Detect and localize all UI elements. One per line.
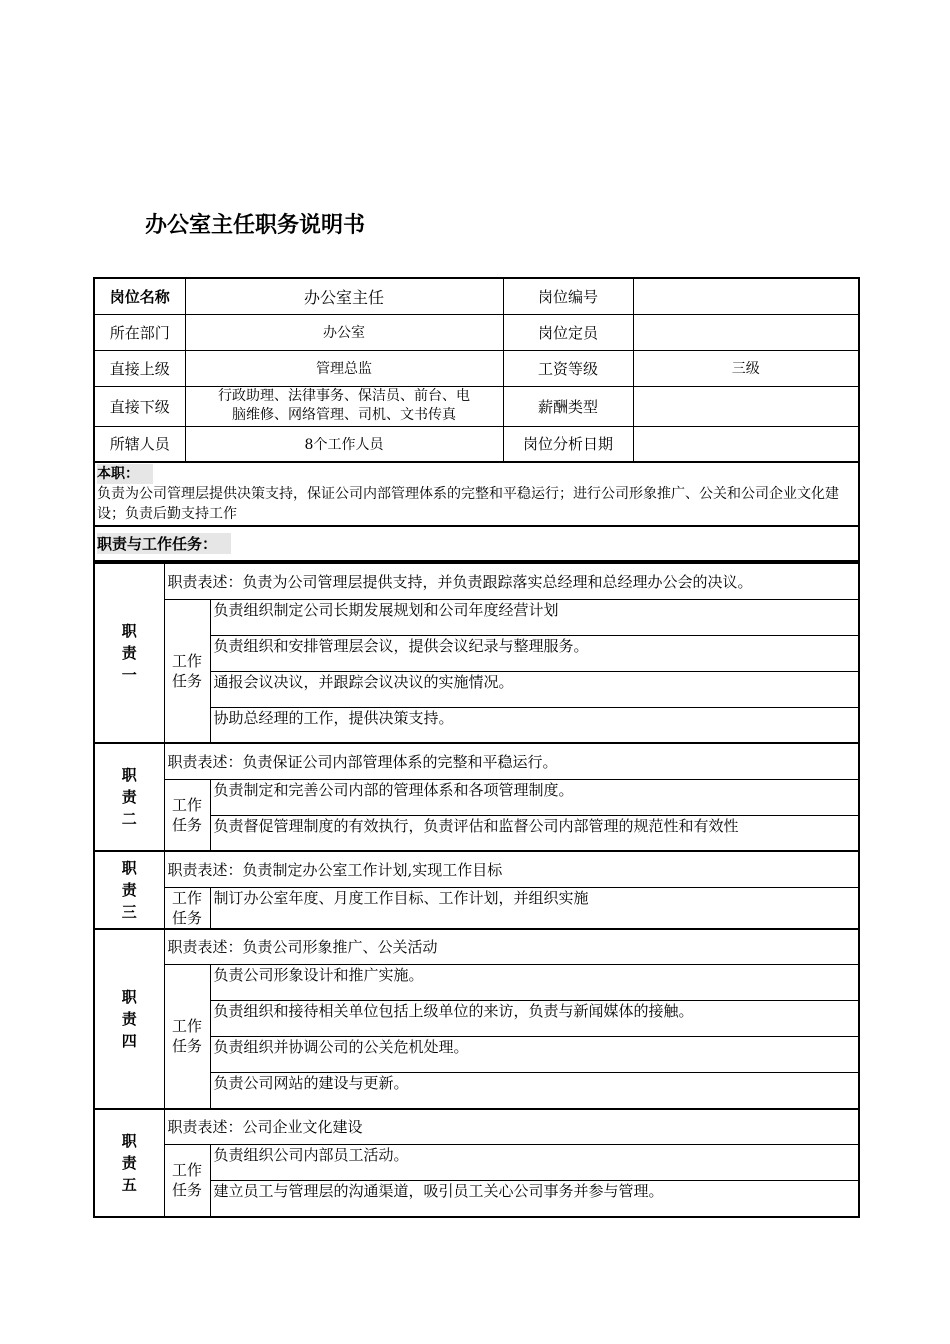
- duty-statement: 职责表述：公司企业文化建设: [164, 1109, 859, 1145]
- info-value: 管理总监: [185, 350, 503, 386]
- task-row: [94, 965, 859, 1001]
- task-row: [94, 599, 859, 635]
- duties-header-label: 职责与工作任务：: [97, 533, 231, 554]
- task-label: [164, 1145, 210, 1217]
- duty-statement-row: [94, 563, 859, 599]
- task-text: 负责组织和安排管理层会议，提供会议纪录与整理服务。: [210, 635, 859, 671]
- job-description-sheet: [93, 277, 858, 1218]
- duty-name: [94, 929, 164, 1109]
- info-key: 所在部门: [94, 314, 185, 350]
- task-text: 协助总经理的工作，提供决策支持。: [210, 707, 859, 743]
- task-label-line-2: 任务: [171, 908, 202, 927]
- duty-name: [94, 1109, 164, 1217]
- duty-name-char: 责: [121, 880, 137, 899]
- duty-name-char: 四: [121, 1031, 137, 1050]
- task-label: [164, 965, 210, 1109]
- duties-table: [93, 562, 860, 1218]
- task-text: 制订办公室年度、月度工作目标、工作计划，并组织实施: [210, 887, 859, 929]
- summary-text: 负责为公司管理层提供决策支持，保证公司内部管理体系的完整和平稳运行；进行公司形象推广、公关和公司企业文化建设；负责后勤支持工作: [97, 486, 839, 522]
- task-label: [164, 887, 210, 929]
- duty-name-char: 职: [121, 766, 137, 784]
- task-label: [164, 599, 210, 743]
- task-row: [94, 779, 859, 815]
- info-key: 岗位分析日期: [503, 426, 633, 462]
- task-label-line-2: 任务: [171, 815, 202, 834]
- info-value: [633, 386, 859, 426]
- subordinates-line-2: 脑维修、网络管理、司机、文书传真: [232, 407, 456, 423]
- duty-name-char: 责: [121, 788, 137, 806]
- basic-info-table: [93, 277, 860, 463]
- summary-label: 本职：: [97, 464, 153, 484]
- info-value: 办公室: [185, 314, 503, 350]
- task-text: 负责组织制定公司长期发展规划和公司年度经营计划: [210, 599, 859, 635]
- duty-name-char: 一: [121, 666, 137, 684]
- info-value: 8个工作人员: [185, 426, 503, 462]
- duty-statement-row: [94, 1109, 859, 1145]
- task-text: 通报会议决议，并跟踪会议决议的实施情况。: [210, 671, 859, 707]
- duty-name: [94, 851, 164, 929]
- duty-statement: 职责表述：负责保证公司内部管理体系的完整和平稳运行。: [164, 743, 859, 779]
- task-label-line-1: 工作: [171, 888, 202, 907]
- document-title: 办公室主任职务说明书: [145, 213, 366, 238]
- duty-name-char: 职: [121, 1131, 137, 1150]
- duty-name-char: 五: [121, 1175, 137, 1194]
- subordinates-line-1: 行政助理、法律事务、保洁员、前台、电: [218, 388, 470, 404]
- duty-name-char: 责: [121, 1009, 137, 1028]
- duty-statement-row: [94, 851, 859, 887]
- task-label-line-1: 工作: [171, 1161, 202, 1180]
- info-value: [633, 426, 859, 462]
- duty-name-char: 责: [121, 644, 137, 662]
- info-value: 办公室主任: [185, 278, 503, 314]
- info-key: 直接下级: [94, 386, 185, 426]
- duty-name: [94, 743, 164, 851]
- info-value: [633, 278, 859, 314]
- task-label-line-1: 工作: [171, 1017, 202, 1036]
- duty-name-char: 二: [121, 810, 137, 828]
- duty-statement-row: [94, 743, 859, 779]
- task-label-line-2: 任务: [171, 671, 202, 690]
- task-label: [164, 779, 210, 851]
- task-label-line-2: 任务: [171, 1037, 202, 1056]
- info-key: 岗位名称: [94, 278, 185, 314]
- task-text: 负责制定和完善公司内部的管理体系和各项管理制度。: [210, 779, 859, 815]
- duty-name-char: 职: [121, 987, 137, 1006]
- info-key: 工资等级: [503, 350, 633, 386]
- task-label-line-2: 任务: [171, 1181, 202, 1200]
- job-summary: [93, 463, 860, 527]
- duty-name-char: 三: [121, 902, 137, 921]
- info-value: [185, 386, 503, 426]
- duty-name: [94, 563, 164, 743]
- info-value: [633, 314, 859, 350]
- duty-statement-row: [94, 929, 859, 965]
- duty-statement: 职责表述：负责公司形象推广、公关活动: [164, 929, 859, 965]
- task-text: 负责公司形象设计和推广实施。: [210, 965, 859, 1001]
- info-key: 岗位编号: [503, 278, 633, 314]
- duty-statement: 职责表述：负责为公司管理层提供支持，并负责跟踪落实总经理和总经理办公会的决议。: [164, 563, 859, 599]
- duty-name-char: 职: [121, 858, 137, 877]
- info-key: 所辖人员: [94, 426, 185, 462]
- task-row: [94, 1145, 859, 1181]
- duties-header: [93, 527, 860, 562]
- task-label-line-1: 工作: [171, 795, 202, 814]
- task-label-line-1: 工作: [171, 651, 202, 670]
- info-key: 直接上级: [94, 350, 185, 386]
- task-text: 负责组织和接待相关单位包括上级单位的来访，负责与新闻媒体的接触。: [210, 1001, 859, 1037]
- task-text: 负责组织公司内部员工活动。: [210, 1145, 859, 1181]
- duty-name-char: 职: [121, 622, 137, 640]
- info-value: 三级: [633, 350, 859, 386]
- task-row: [94, 887, 859, 929]
- task-text: 负责组织并协调公司的公关危机处理。: [210, 1037, 859, 1073]
- task-text: 负责督促管理制度的有效执行，负责评估和监督公司内部管理的规范性和有效性: [210, 815, 859, 851]
- duty-statement: 职责表述：负责制定办公室工作计划,实现工作目标: [164, 851, 859, 887]
- info-key: 岗位定员: [503, 314, 633, 350]
- task-text: 负责公司网站的建设与更新。: [210, 1073, 859, 1109]
- task-text: 建立员工与管理层的沟通渠道，吸引员工关心公司事务并参与管理。: [210, 1181, 859, 1217]
- info-key: 薪酬类型: [503, 386, 633, 426]
- duty-name-char: 责: [121, 1153, 137, 1172]
